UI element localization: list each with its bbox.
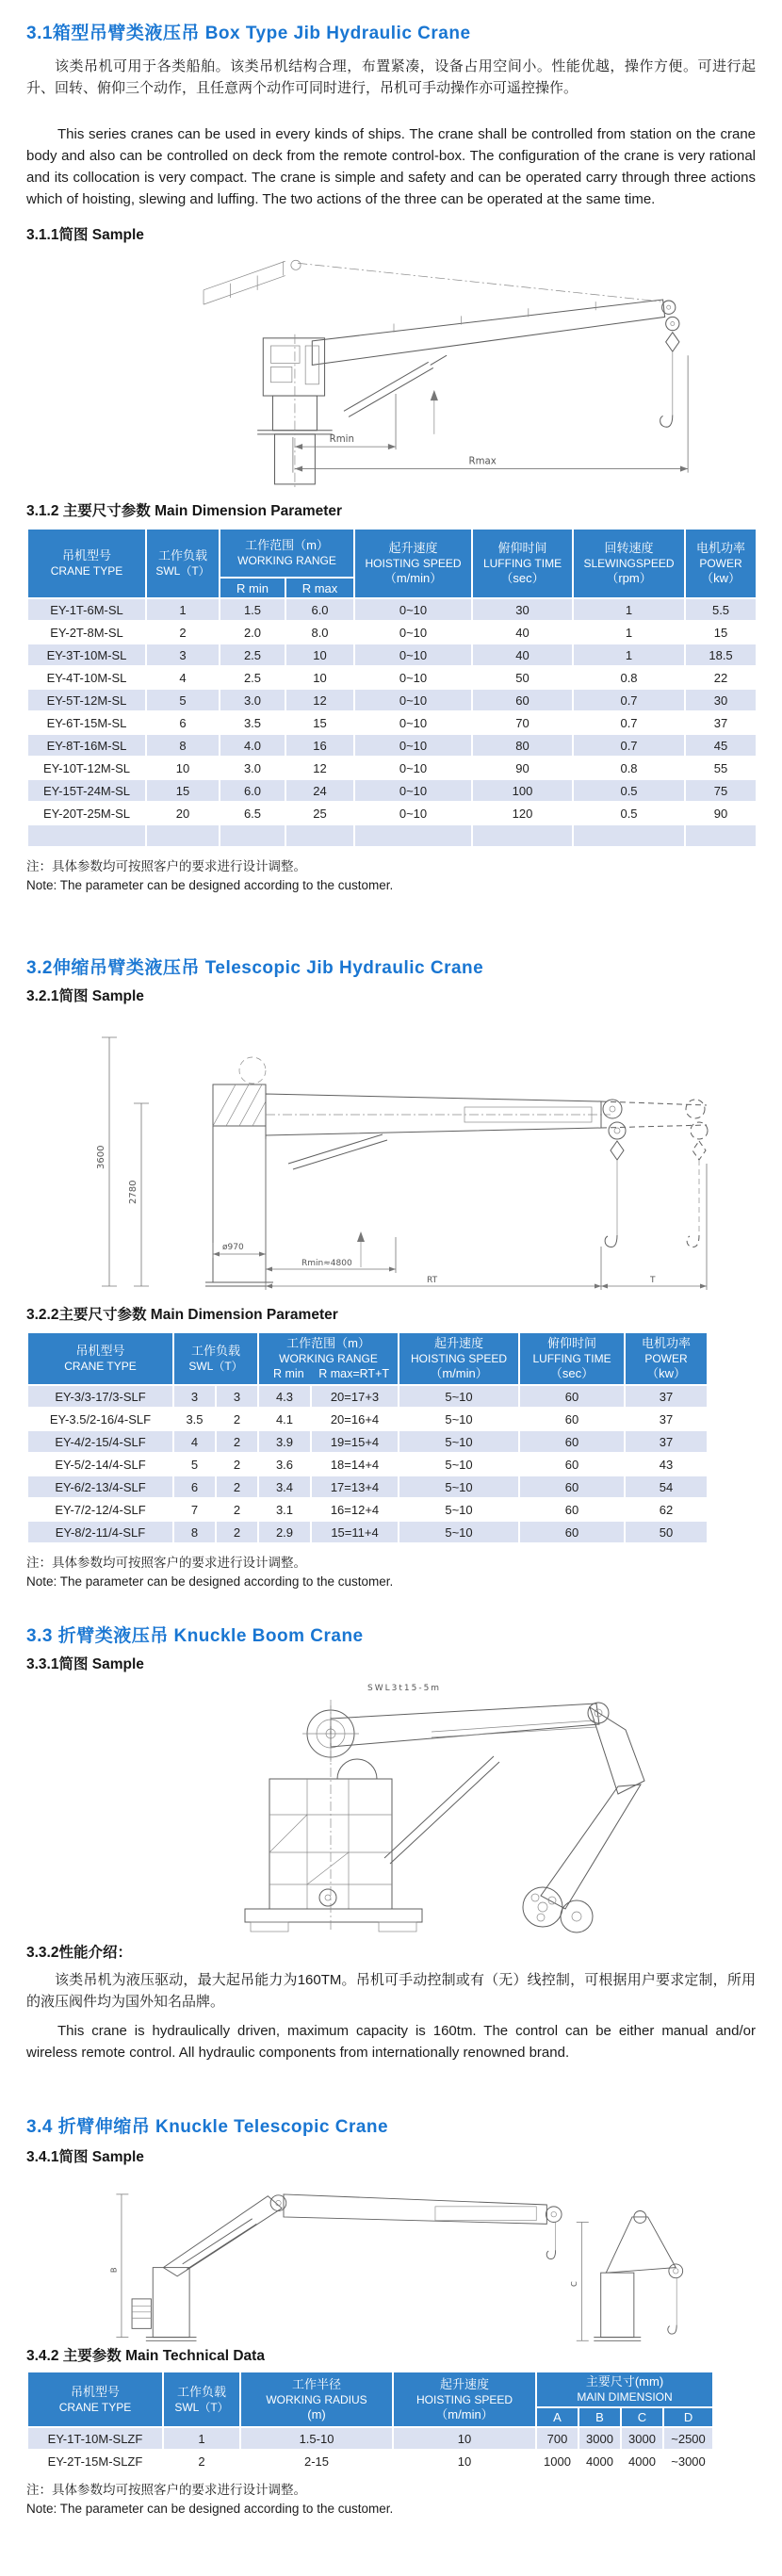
table-cell: 1 xyxy=(573,598,685,621)
table-cell: EY-1T-10M-SLZF xyxy=(27,2427,163,2450)
table-cell: 1 xyxy=(146,598,220,621)
section-3-3-1-title: 3.3.1简图 Sample xyxy=(26,1656,144,1672)
box-jib-dimension-table xyxy=(26,528,758,848)
table-cell: 3000 xyxy=(578,2427,621,2450)
table-cell: 0~10 xyxy=(354,734,472,757)
table-cell xyxy=(220,824,285,847)
table-cell: 4000 xyxy=(578,2450,621,2472)
table-cell: 54 xyxy=(625,1475,708,1498)
table-row xyxy=(27,621,757,644)
col-header-hoisting-speed: 起升速度 HOISTING SPEED （m/min） xyxy=(393,2372,536,2427)
table-cell: 3.4 xyxy=(258,1475,311,1498)
table-cell: 3.1 xyxy=(258,1498,311,1521)
table-cell: 0.7 xyxy=(573,734,685,757)
table-cell: 12 xyxy=(285,757,354,779)
col-header-main-dimension: 主要尺寸(mm) MAIN DIMENSION xyxy=(536,2372,713,2407)
col-header-swl: 工作负载 SWL（T） xyxy=(163,2372,240,2427)
table-cell: EY-6/2-13/4-SLF xyxy=(27,1475,173,1498)
table-cell: EY-5/2-14/4-SLF xyxy=(27,1453,173,1475)
table-cell: 18.5 xyxy=(685,644,757,666)
dimension-label: ø970 xyxy=(222,1243,244,1252)
table-cell xyxy=(27,824,146,847)
col-header-rmin: R min xyxy=(273,1367,304,1380)
table-cell: 15 xyxy=(685,621,757,644)
table-cell: EY-2T-15M-SLZF xyxy=(27,2450,163,2472)
table-cell: 2 xyxy=(216,1498,258,1521)
table-cell: 60 xyxy=(472,689,573,711)
col-header-crane-type: 吊机型号 CRANE TYPE xyxy=(27,1332,173,1385)
table-cell: 0.8 xyxy=(573,757,685,779)
table-cell: 100 xyxy=(472,779,573,802)
col-header-d: D xyxy=(663,2407,713,2427)
col-header-rmax: R max=RT+T xyxy=(318,1367,390,1380)
table-cell: 20 xyxy=(146,802,220,824)
table-cell: 60 xyxy=(519,1408,625,1430)
table-cell: 10 xyxy=(285,666,354,689)
table-cell: 12 xyxy=(285,689,354,711)
table-cell: 90 xyxy=(472,757,573,779)
col-header-luffing-time: 俯仰时间 LUFFING TIME （sec） xyxy=(472,529,573,598)
section-3-3-title: 3.3 折臂类液压吊 Knuckle Boom Crane xyxy=(26,1626,364,1646)
table-cell: 1.5 xyxy=(220,598,285,621)
table-cell: 7 xyxy=(173,1498,216,1521)
table-cell: 2 xyxy=(216,1430,258,1453)
note-cn: 注：具体参数均可按照客户的要求进行设计调整。 xyxy=(26,2483,306,2497)
table-cell: 0~10 xyxy=(354,779,472,802)
table-cell: 75 xyxy=(685,779,757,802)
table-cell: 8.0 xyxy=(285,621,354,644)
dimension-label: 3600 xyxy=(96,1145,106,1169)
knuckle-telescopic-crane-drawing xyxy=(40,2170,737,2344)
section-3-4-title: 3.4 折臂伸缩吊 Knuckle Telescopic Crane xyxy=(26,2117,389,2137)
note-en: Note: The parameter can be designed according to the customer. xyxy=(26,2502,394,2516)
section-3-1-2-title: 3.1.2 主要尺寸参数 Main Dimension Parameter xyxy=(26,503,343,519)
table-cell: 2.5 xyxy=(220,644,285,666)
note-cn: 注：具体参数均可按照客户的要求进行设计调整。 xyxy=(26,859,306,873)
telescopic-jib-crane-drawing xyxy=(36,1011,733,1294)
table-cell: 2.9 xyxy=(258,1521,311,1543)
table-cell: 17=13+4 xyxy=(311,1475,399,1498)
table-row xyxy=(27,802,757,824)
table-cell: 120 xyxy=(472,802,573,824)
table-cell: 3.9 xyxy=(258,1430,311,1453)
col-header-c: C xyxy=(621,2407,663,2427)
table-cell: 5~10 xyxy=(399,1453,519,1475)
table-cell: EY-6T-15M-SL xyxy=(27,711,146,734)
dimension-label: 2780 xyxy=(128,1180,138,1204)
table-row xyxy=(27,711,757,734)
dimension-label: Rmin xyxy=(329,434,354,445)
col-header-crane-type: 吊机型号 CRANE TYPE xyxy=(27,2372,163,2427)
table-cell: EY-2T-8M-SL xyxy=(27,621,146,644)
table-cell: 45 xyxy=(685,734,757,757)
table-cell: 37 xyxy=(625,1430,708,1453)
table-cell: 60 xyxy=(519,1498,625,1521)
col-header-swl: 工作负载 SWL（T） xyxy=(146,529,220,598)
table-cell: EY-4/2-15/4-SLF xyxy=(27,1430,173,1453)
dimension-label: Rmax xyxy=(468,456,497,467)
table-cell: 2 xyxy=(216,1475,258,1498)
table-cell: 40 xyxy=(472,644,573,666)
table-cell: 30 xyxy=(685,689,757,711)
table-row xyxy=(27,1475,708,1498)
table-cell: 6 xyxy=(173,1475,216,1498)
table-cell: 3.6 xyxy=(258,1453,311,1475)
table-cell: 2 xyxy=(216,1408,258,1430)
table-cell: 60 xyxy=(519,1475,625,1498)
table-cell: 37 xyxy=(685,711,757,734)
table-cell: 5~10 xyxy=(399,1385,519,1408)
table-cell: 8 xyxy=(146,734,220,757)
section-3-3-paragraph-cn: 该类吊机为液压驱动，最大起吊能力为160TM。吊机可手动控制或有（无）线控制，可根据用户要求定制，所用的液压阀件均为国外知名品牌。 xyxy=(26,1972,756,2010)
table-cell: 10 xyxy=(393,2450,536,2472)
table-cell: 4.1 xyxy=(258,1408,311,1430)
table-row xyxy=(27,1430,708,1453)
table-cell: 1 xyxy=(163,2427,240,2450)
table-cell: 1000 xyxy=(536,2450,578,2472)
telescopic-jib-dimension-table xyxy=(26,1331,709,1544)
col-header-hoisting-speed: 起升速度 HOISTING SPEED （m/min） xyxy=(399,1332,519,1385)
table-cell xyxy=(285,824,354,847)
table-cell: 0~10 xyxy=(354,802,472,824)
table-cell: 37 xyxy=(625,1408,708,1430)
table-cell: EY-4T-10M-SL xyxy=(27,666,146,689)
table-cell: 20=17+3 xyxy=(311,1385,399,1408)
table-row xyxy=(27,644,757,666)
table-cell: EY-3.5/2-16/4-SLF xyxy=(27,1408,173,1430)
table-cell: 0.7 xyxy=(573,689,685,711)
table-row xyxy=(27,689,757,711)
section-3-4-1-title: 3.4.1简图 Sample xyxy=(26,2149,144,2165)
section-3-3-2-title: 3.3.2性能介绍： xyxy=(26,1945,132,1961)
table-cell: 2 xyxy=(163,2450,240,2472)
col-header-working-radius: 工作半径 WORKING RADIUS (m) xyxy=(240,2372,393,2427)
dimension-label: T xyxy=(650,1276,656,1285)
col-header-a: A xyxy=(536,2407,578,2427)
table-cell: 0~10 xyxy=(354,644,472,666)
table-row xyxy=(27,2427,713,2450)
col-header-working-range: 工作范围（m） WORKING RANGE R min R max=RT+T xyxy=(258,1332,399,1385)
boom-capacity-label: SWL3t15-5m xyxy=(367,1684,442,1693)
table-cell: 62 xyxy=(625,1498,708,1521)
table-cell: 4 xyxy=(146,666,220,689)
table-cell: 10 xyxy=(393,2427,536,2450)
table-cell: 2 xyxy=(216,1521,258,1543)
table-cell: 2.5 xyxy=(220,666,285,689)
table-row xyxy=(27,757,757,779)
table-cell: EY-10T-12M-SL xyxy=(27,757,146,779)
table-cell: 4000 xyxy=(621,2450,663,2472)
col-header-crane-type: 吊机型号 CRANE TYPE xyxy=(27,529,146,598)
table-cell: 37 xyxy=(625,1385,708,1408)
table-cell: 19=15+4 xyxy=(311,1430,399,1453)
col-header-rmin: R min xyxy=(220,578,285,598)
knuckle-boom-crane-drawing xyxy=(92,1677,695,1933)
table-cell: 0.8 xyxy=(573,666,685,689)
section-3-2-1-title: 3.2.1简图 Sample xyxy=(26,988,144,1004)
table-cell: 10 xyxy=(285,644,354,666)
table-row xyxy=(27,1521,708,1543)
table-cell: 1 xyxy=(573,621,685,644)
table-cell: 18=14+4 xyxy=(311,1453,399,1475)
table-row xyxy=(27,666,757,689)
table-cell: EY-8T-16M-SL xyxy=(27,734,146,757)
section-3-2-title: 3.2伸缩吊臂类液压吊 Telescopic Jib Hydraulic Crane xyxy=(26,958,484,978)
note-en: Note: The parameter can be designed according to the customer. xyxy=(26,1574,394,1589)
table-cell xyxy=(472,824,573,847)
table-row xyxy=(27,779,757,802)
table-cell: 22 xyxy=(685,666,757,689)
dimension-label: Rmin≈4800 xyxy=(301,1259,352,1268)
table-cell: 3 xyxy=(216,1385,258,1408)
table-cell: 4.3 xyxy=(258,1385,311,1408)
table-cell: EY-3/3-17/3-SLF xyxy=(27,1385,173,1408)
table-cell: 60 xyxy=(519,1521,625,1543)
table-cell: 6 xyxy=(146,711,220,734)
table-cell: 5 xyxy=(173,1453,216,1475)
table-cell: 0.5 xyxy=(573,779,685,802)
table-cell xyxy=(685,824,757,847)
table-cell: 24 xyxy=(285,779,354,802)
table-cell: 43 xyxy=(625,1453,708,1475)
table-cell: 80 xyxy=(472,734,573,757)
table-cell: 6.0 xyxy=(285,598,354,621)
table-cell: 3 xyxy=(173,1385,216,1408)
table-cell: 6.5 xyxy=(220,802,285,824)
section-3-1-paragraph-en: This series cranes can be used in every kinds of ships. The crane shall be controlled from station on the crane body and also can be controlled on deck from the remote control-box. The configuration of the crane is very rational and its collocation is very compact. The crane is simple and safety and can be operated carry through three actions which of hoisting, slewing and luffing. The two actions of the three can be operated at the same time. xyxy=(26,126,756,207)
table-cell: 3000 xyxy=(621,2427,663,2450)
table-cell: 700 xyxy=(536,2427,578,2450)
col-header-power: 电机功率 POWER （kw） xyxy=(685,529,757,598)
col-header-power: 电机功率 POWER （kw） xyxy=(625,1332,708,1385)
table-cell: 4.0 xyxy=(220,734,285,757)
table-cell: 30 xyxy=(472,598,573,621)
table-cell: EY-15T-24M-SL xyxy=(27,779,146,802)
table-cell: 1.5-10 xyxy=(240,2427,393,2450)
table-cell: EY-8/2-11/4-SLF xyxy=(27,1521,173,1543)
table-cell: 2.0 xyxy=(220,621,285,644)
table-cell: 0~10 xyxy=(354,757,472,779)
table-row xyxy=(27,2450,713,2472)
section-3-1-title: 3.1箱型吊臂类液压吊 Box Type Jib Hydraulic Crane xyxy=(26,24,471,43)
table-cell: 0~10 xyxy=(354,666,472,689)
table-cell: 50 xyxy=(625,1521,708,1543)
table-cell: 90 xyxy=(685,802,757,824)
col-header-swl: 工作负载 SWL（T） xyxy=(173,1332,258,1385)
table-cell: 0~10 xyxy=(354,621,472,644)
table-cell: 5~10 xyxy=(399,1475,519,1498)
table-cell: 16 xyxy=(285,734,354,757)
table-cell: 3.5 xyxy=(220,711,285,734)
table-cell: 3.0 xyxy=(220,757,285,779)
table-cell: 60 xyxy=(519,1453,625,1475)
table-cell xyxy=(573,824,685,847)
dimension-label: C xyxy=(568,2281,578,2287)
table-cell: 0.5 xyxy=(573,802,685,824)
table-cell: 5~10 xyxy=(399,1521,519,1543)
box-jib-crane-drawing xyxy=(55,250,733,490)
table-row xyxy=(27,734,757,757)
section-3-3-paragraph-en: This crane is hydraulically driven, maximum capacity is 160tm. The control can be either manual and/or wireless remote control. All hydraulic components from internationally renowned brand. xyxy=(26,2023,756,2061)
table-cell: 0~10 xyxy=(354,598,472,621)
table-cell: 3.0 xyxy=(220,689,285,711)
table-row xyxy=(27,1385,708,1408)
table-row xyxy=(27,1453,708,1475)
table-cell: 10 xyxy=(146,757,220,779)
section-3-1-paragraph-cn: 该类吊机可用于各类船舶。该类吊机结构合理，布置紧凑，设备占用空间小。性能优越，操作方便。可进行起升、回转、俯仰三个动作，且任意两个动作可同时进行，吊机可手动操作亦可遥控操作。 xyxy=(26,58,756,96)
table-cell: 0~10 xyxy=(354,711,472,734)
table-cell: ~2500 xyxy=(663,2427,713,2450)
table-cell: 2 xyxy=(216,1453,258,1475)
table-row xyxy=(27,1498,708,1521)
table-cell: 70 xyxy=(472,711,573,734)
table-cell: 5~10 xyxy=(399,1430,519,1453)
note-en: Note: The parameter can be designed according to the customer. xyxy=(26,878,394,892)
table-cell: 25 xyxy=(285,802,354,824)
table-cell: 5~10 xyxy=(399,1498,519,1521)
table-cell: EY-7/2-12/4-SLF xyxy=(27,1498,173,1521)
table-cell: 60 xyxy=(519,1430,625,1453)
note-cn: 注：具体参数均可按照客户的要求进行设计调整。 xyxy=(26,1556,306,1570)
dimension-label: RT xyxy=(427,1276,438,1285)
table-row xyxy=(27,1408,708,1430)
table-cell: EY-1T-6M-SL xyxy=(27,598,146,621)
col-header-working-range: 工作范围（m） WORKING RANGE xyxy=(220,529,354,578)
section-3-1-1-title: 3.1.1简图 Sample xyxy=(26,227,144,243)
table-cell: 8 xyxy=(173,1521,216,1543)
table-row xyxy=(27,598,757,621)
table-cell: 16=12+4 xyxy=(311,1498,399,1521)
table-cell: 3.5 xyxy=(173,1408,216,1430)
table-cell xyxy=(146,824,220,847)
table-cell: 1 xyxy=(573,644,685,666)
table-cell: 60 xyxy=(519,1385,625,1408)
dimension-label: B xyxy=(108,2267,119,2274)
table-cell: 0~10 xyxy=(354,689,472,711)
col-header-rmax: R max xyxy=(285,578,354,598)
table-cell: 40 xyxy=(472,621,573,644)
table-cell: 6.0 xyxy=(220,779,285,802)
table-cell: 4 xyxy=(173,1430,216,1453)
section-3-4-2-title: 3.4.2 主要参数 Main Technical Data xyxy=(26,2348,265,2364)
col-header-luffing-time: 俯仰时间 LUFFING TIME （sec） xyxy=(519,1332,625,1385)
table-row xyxy=(27,824,757,847)
table-cell: 5 xyxy=(146,689,220,711)
table-cell: 0.7 xyxy=(573,711,685,734)
table-cell: 3 xyxy=(146,644,220,666)
table-cell: EY-3T-10M-SL xyxy=(27,644,146,666)
col-header-hoisting-speed: 起升速度 HOISTING SPEED （m/min） xyxy=(354,529,472,598)
col-header-b: B xyxy=(578,2407,621,2427)
table-cell: 15 xyxy=(146,779,220,802)
table-cell: ~3000 xyxy=(663,2450,713,2472)
table-cell: 15 xyxy=(285,711,354,734)
table-cell: 20=16+4 xyxy=(311,1408,399,1430)
table-cell: 15=11+4 xyxy=(311,1521,399,1543)
table-cell: 55 xyxy=(685,757,757,779)
table-cell: 2 xyxy=(146,621,220,644)
table-cell: 2-15 xyxy=(240,2450,393,2472)
knuckle-telescopic-data-table xyxy=(26,2371,714,2473)
table-cell: 5.5 xyxy=(685,598,757,621)
table-cell: 50 xyxy=(472,666,573,689)
table-cell: EY-20T-25M-SL xyxy=(27,802,146,824)
table-cell: 5~10 xyxy=(399,1408,519,1430)
table-cell: EY-5T-12M-SL xyxy=(27,689,146,711)
section-3-2-2-title: 3.2.2主要尺寸参数 Main Dimension Parameter xyxy=(26,1307,338,1323)
table-cell xyxy=(354,824,472,847)
col-header-slewing-speed: 回转速度 SLEWINGSPEED （rpm） xyxy=(573,529,685,598)
